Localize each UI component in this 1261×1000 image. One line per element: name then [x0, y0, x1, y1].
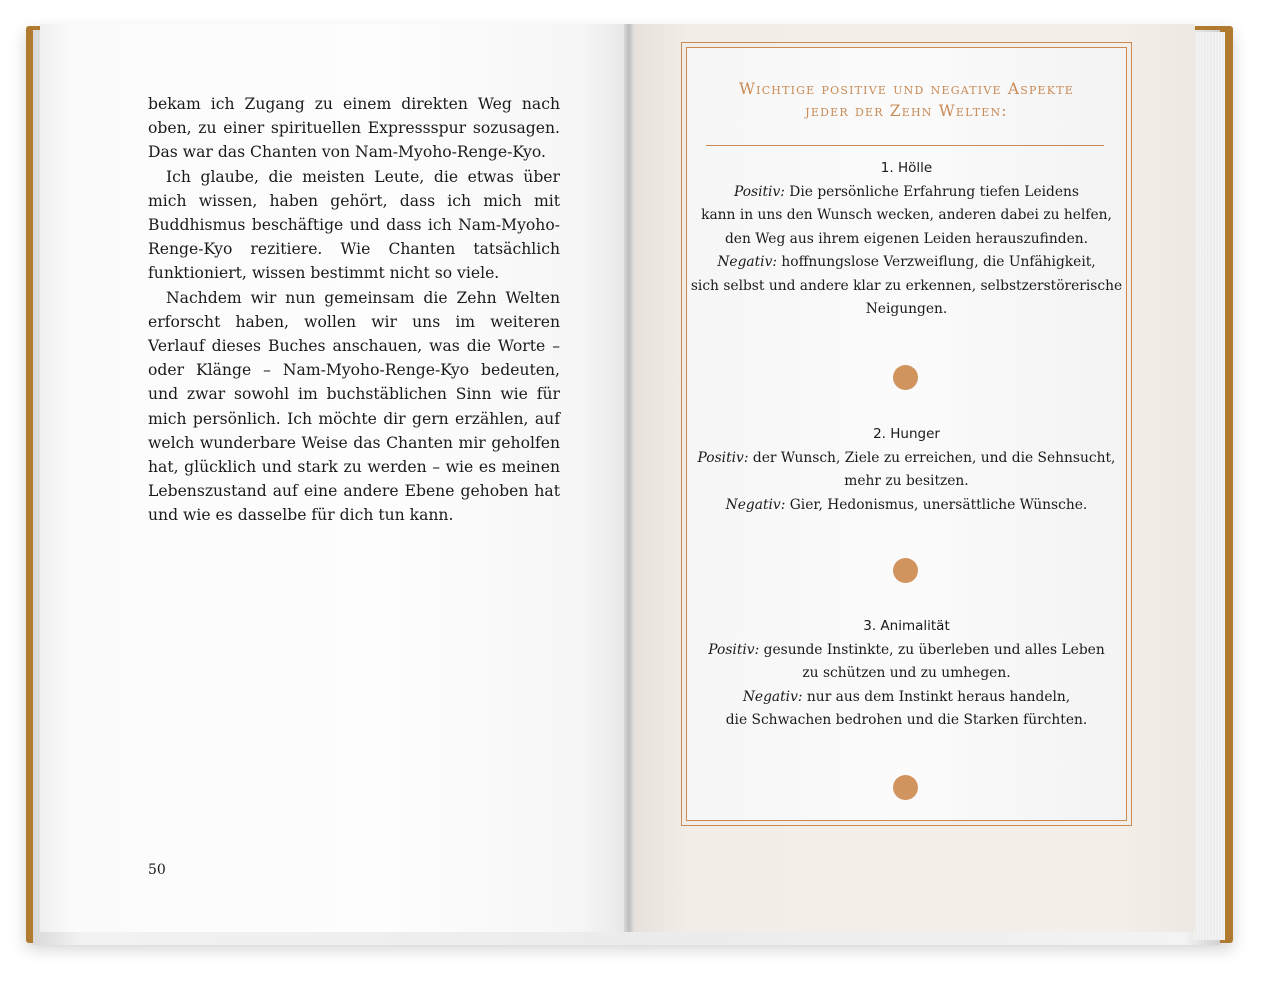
negative-line	[690, 251, 1123, 275]
separator-dot	[893, 558, 918, 583]
negative-line: sich selbst und andere klar zu erkennen, selbstzerstörerische	[690, 277, 1123, 294]
positive-line: den Weg aus ihrem eigenen Leiden herauszufinden.	[724, 230, 1089, 247]
world-entry-hunger	[690, 423, 1123, 517]
negative-text: nur aus dem Instinkt heraus handeln,	[806, 688, 1071, 705]
positive-line: mehr zu besitzen.	[844, 473, 969, 489]
world-title: 3. Animalität	[863, 618, 950, 634]
positive-line	[690, 181, 1123, 205]
negative-label: Negativ:	[742, 688, 803, 705]
positive-label: Positiv:	[697, 449, 749, 466]
paragraph: bekam ich Zugang zu einem direkten Weg nach oben, zu einer spirituellen Expressspur sozusagen. Das war das Chanten von Nam-Myoho-Renge-Kyo.	[148, 95, 560, 162]
negative-line	[690, 494, 1123, 518]
paragraph: Nachdem wir nun gemeinsam die Zehn Welten erforscht haben, wollen wir uns im weiteren Verlauf dieses Buches anschauen, was die Worte – oder Klänge – Nam-Myoho-Renge-Kyo bedeuten, und zwar sowohl im buchstäblichen Sinn wie für mich persönlich. Ich möchte dir gern erzählen, auf welch wunderbare Weise das Chanten mir geholfen hat, glücklich und stark zu werden – wie es meinen Lebenszustand auf eine andere Ebene gehoben hat und wie es dasselbe für dich tun kann.	[148, 288, 560, 525]
world-title: 1. Hölle	[880, 160, 933, 176]
box-heading-line: jeder der Zehn Welten:	[805, 102, 1008, 120]
negative-label: Negativ:	[717, 254, 778, 270]
negative-text: Gier, Hedonismus, unersättliche Wünsche.	[789, 496, 1088, 513]
positive-line: kann in uns den Wunsch wecken, anderen dabei zu helfen,	[701, 207, 1112, 223]
box-heading-line: Wichtige positive und negative Aspekte	[739, 80, 1074, 98]
separator-dot	[893, 365, 918, 390]
separator-dot	[893, 775, 918, 800]
positive-line: zu schützen und zu umhegen.	[802, 665, 1011, 681]
negative-text: hoffnungslose Verzweiflung, die Unfähigkeit,	[781, 254, 1096, 270]
world-entry-hoelle	[690, 157, 1123, 322]
positive-text: Die persönliche Erfahrung tiefen Leidens	[789, 183, 1080, 200]
heading-rule	[706, 145, 1104, 146]
page-edges	[1193, 32, 1225, 940]
positive-label: Positiv:	[708, 641, 760, 658]
positive-text: der Wunsch, Ziele zu erreichen, und die Sehnsucht,	[752, 449, 1116, 466]
box-heading	[690, 78, 1123, 122]
body-text	[148, 92, 560, 528]
negative-label: Negativ:	[725, 496, 786, 513]
page-number: 50	[148, 862, 166, 878]
paragraph: Ich glaube, die meisten Leute, die etwas über mich wissen, haben gehört, dass ich mich mit Buddhismus beschäftige und dass ich Nam-Myoho-Renge-Kyo rezitiere. Wie Chanten tatsächlich funktioniert, wissen bestimmt nicht so viele.	[148, 167, 560, 283]
positive-line	[690, 447, 1123, 471]
negative-line	[690, 686, 1123, 710]
positive-label: Positiv:	[733, 183, 785, 200]
book-gutter	[624, 24, 634, 932]
negative-line: Neigungen.	[865, 301, 948, 317]
positive-text: gesunde Instinkte, zu überleben und alles Leben	[763, 641, 1105, 658]
world-entry-animalitaet	[690, 615, 1123, 733]
negative-line: die Schwachen bedrohen und die Starken fürchten.	[725, 712, 1088, 728]
world-title: 2. Hunger	[873, 426, 940, 442]
positive-line	[690, 639, 1123, 663]
